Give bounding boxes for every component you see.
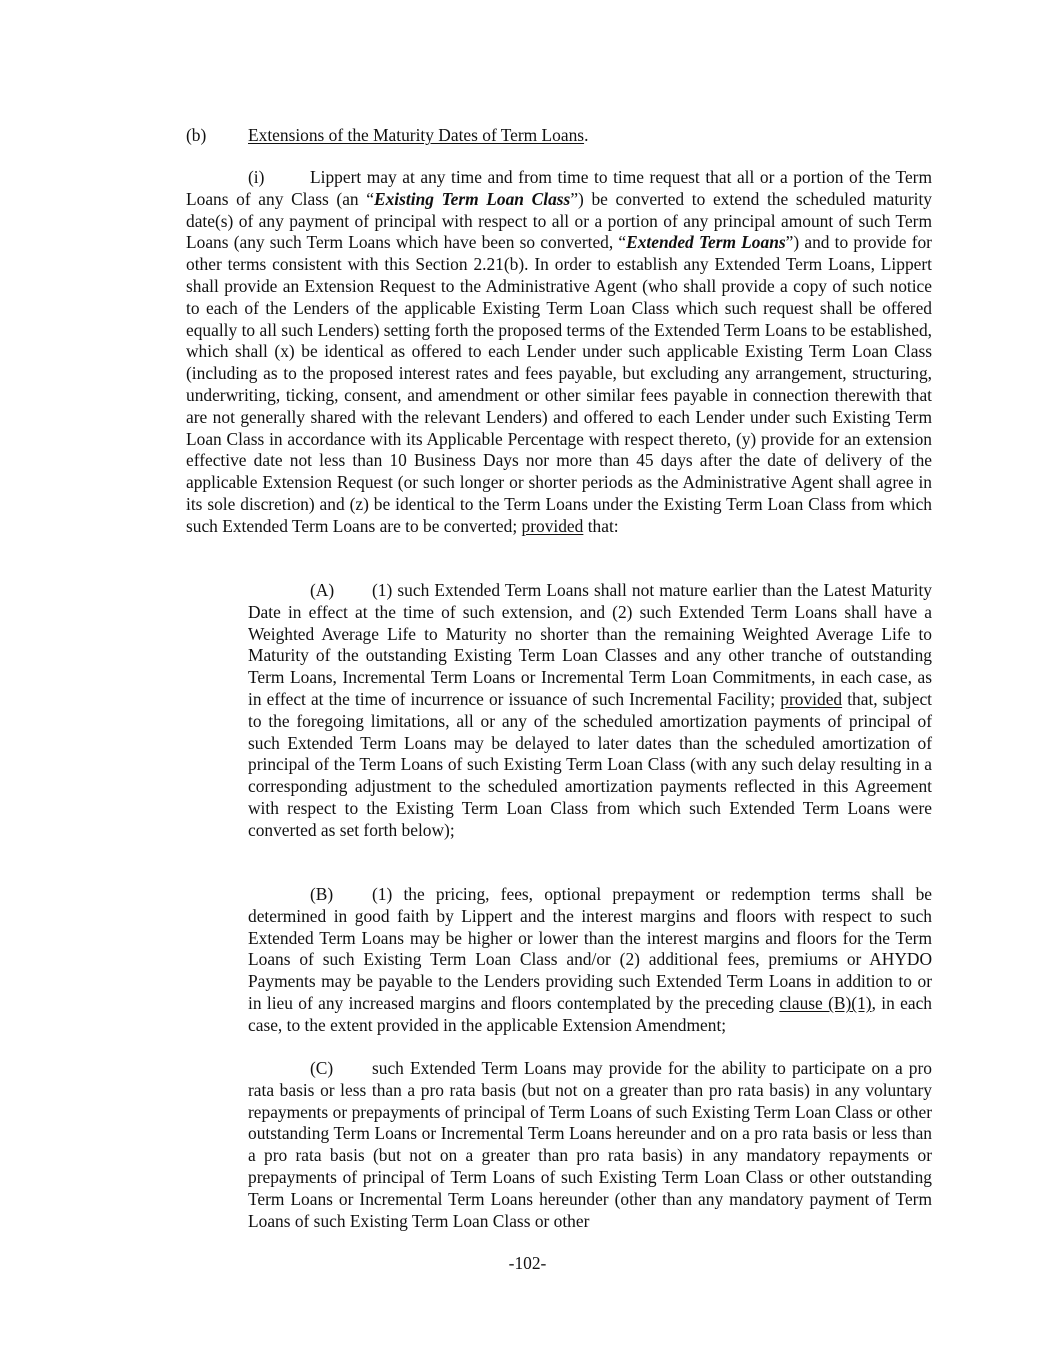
- paragraph-i-label: (i): [248, 167, 265, 187]
- defined-term-extended-term-loans: Extended Term Loans: [626, 232, 786, 253]
- subclause-a-label: (A): [310, 580, 335, 600]
- section-label: (b): [186, 125, 207, 145]
- provided-keyword: provided: [521, 515, 584, 536]
- paragraph-i-text-4: that:: [583, 515, 619, 536]
- section-heading: [186, 125, 932, 147]
- subclause-b-text-2: , in each case, to the extent provided in the applicable Extension Amendment;: [248, 992, 932, 1035]
- section-title-end: .: [584, 125, 589, 145]
- subclause-c-text-1: such Extended Term Loans may provide for the ability to participate on a pro rata basis or less than a pro rata basis (but not on a greater than pro rata basis) in any voluntary repayments or prepayments of principal of Term Loans of such Existing Term Loan Class or other outstanding Term Loans or Incremental Term Loans hereunder and on a pro rata basis or less than a pro rata basis (but not on a greater than pro rata basis) in any mandatory repayments or prepayments of principal of Term Loans of such Existing Term Loan Class or other outstanding Term Loans or Incremental Term Loans hereunder (other than any mandatory payment of Term Loans of such Existing Term Loan Class or other: [248, 1058, 932, 1231]
- paragraph-i: [186, 167, 932, 538]
- subclause-c: [248, 1058, 932, 1232]
- paragraph-i-text-2: ”) be converted to extend the scheduled maturity date(s) of any payment of principal with respect to all or a portion of any principal amount of such Term Loans (any such Term Loans which have been so converted, “: [186, 188, 932, 253]
- page-number: -102-: [508, 1253, 547, 1273]
- defined-term-existing-term-loan-class: Existing Term Loan Class: [374, 188, 571, 209]
- clause-reference: clause (B)(1): [779, 992, 872, 1013]
- provided-keyword: provided: [780, 688, 843, 709]
- subclause-b-label: (B): [310, 884, 334, 904]
- subclause-a: [248, 580, 932, 842]
- section-title: Extensions of the Maturity Dates of Term Loans: [248, 125, 585, 145]
- subclause-c-label: (C): [310, 1058, 334, 1078]
- subclause-b-text-1: (1) the pricing, fees, optional prepayment or redemption terms shall be determined in good faith by Lippert and the interest margins and floors with respect to such Extended Term Loans may be higher or lower than the interest margins and floors for the Term Loans of such Existing Term Loan Class and/or (2) additional fees, premiums or AHYDO Payments may be payable to the Lenders providing such Extended Term Loans in addition to or in lieu of any increased margins and floors contemplated by the preceding: [248, 884, 932, 1013]
- subclause-a-text-1: (1) such Extended Term Loans shall not mature earlier than the Latest Maturity Date in effect at the time of such extension, and (2) such Extended Term Loans shall have a Weighted Average Life to Maturity no shorter than the remaining Weighted Average Life to Maturity of the outstanding Existing Term Loan Classes and any other tranche of outstanding Term Loans, Incremental Term Loans or Incremental Term Loan Commitments, in each case, as in effect at the time of incurrence or issuance of such Incremental Facility;: [248, 580, 932, 709]
- subclause-b: [248, 884, 932, 1037]
- subclause-a-text-2: that, subject to the foregoing limitations, all or any of the scheduled amortization payments of principal of such Extended Term Loans may be delayed to later dates than the scheduled amortization of principal of the Term Loans of such Existing Term Loan Class (with any such delay resulting in a corresponding adjustment to the scheduled amortization payments reflected in this Agreement with respect to the Existing Term Loan Class from which such Extended Term Loans were converted as set forth below);: [248, 688, 932, 840]
- paragraph-i-text-3: ”) and to provide for other terms consistent with this Section 2.21(b). In order to establish any Extended Term Loans, Lippert shall provide an Extension Request to the Administrative Agent (who shall provide a copy of such notice to each of the Lenders of the applicable Existing Term Loan Class which such request shall be offered equally to all such Lenders) setting forth the proposed terms of the Extended Term Loans to be established, which shall (x) be identical as offered to each Lender under such applicable Existing Term Loan Class (including as to the proposed interest rates and fees payable, but excluding any arrangement, structuring, underwriting, ticking, consent, and amendment or other similar fees payable in connection therewith that are not generally shared with the relevant Lenders) and offered to each Lender under such Existing Term Loan Class in accordance with its Applicable Percentage with respect thereto, (y) provide for an extension effective date not less than 10 Business Days nor more than 45 days after the date of delivery of the applicable Extension Request (or such longer or shorter periods as the Administrative Agent shall agree in its sole discretion) and (z) be identical to the Term Loans under the Existing Term Loan Class from which such Extended Term Loans are to be converted;: [186, 232, 932, 536]
- paragraph-i-text-1: Lippert may at any time and from time to time request that all or a portion of the Term Loans of any Class (an “: [186, 167, 932, 209]
